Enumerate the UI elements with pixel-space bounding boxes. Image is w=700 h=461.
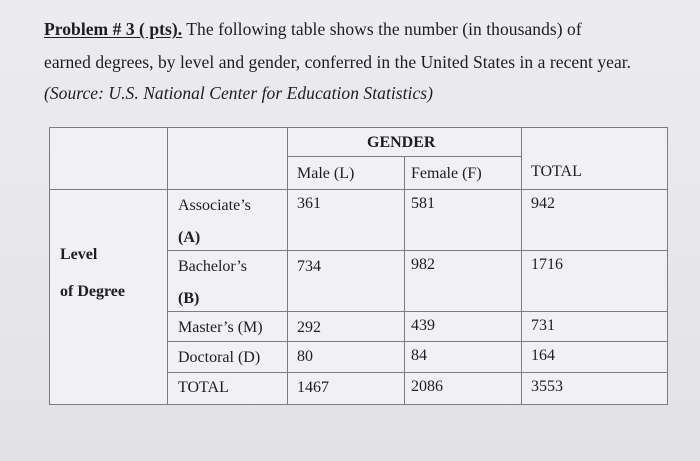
column-header-male: Male (L) bbox=[297, 165, 355, 182]
problem-line-2: earned degrees, by level and gender, conferred in the United States in a recent year. bbox=[44, 52, 632, 72]
cell-masters-female: 439 bbox=[411, 317, 435, 334]
problem-intro: The following table shows the number (in thousands) of bbox=[182, 19, 582, 39]
cell-bachelors-female: 982 bbox=[411, 256, 435, 273]
problem-label: Problem # 3 ( pts). bbox=[44, 19, 183, 39]
column-header-total: TOTAL bbox=[531, 163, 582, 180]
cell-bachelors-total: 1716 bbox=[531, 256, 563, 273]
row-label-doctoral: Doctoral (D) bbox=[178, 349, 261, 366]
cell-masters-total: 731 bbox=[531, 317, 555, 334]
cell-doctoral-male: 80 bbox=[297, 348, 313, 365]
cell-doctoral-total: 164 bbox=[531, 347, 555, 364]
row-group-of-degree: of Degree bbox=[60, 283, 125, 300]
row-group-level: Level bbox=[60, 246, 98, 263]
cell-associates-female: 581 bbox=[411, 195, 435, 212]
row-label-total: TOTAL bbox=[178, 379, 229, 396]
gender-header: GENDER bbox=[367, 134, 436, 151]
row-label-masters: Master’s (M) bbox=[178, 319, 263, 336]
row-label-associates-code: (A) bbox=[178, 229, 201, 246]
column-header-female: Female (F) bbox=[411, 165, 482, 182]
problem-line-1 bbox=[44, 19, 582, 40]
cell-masters-male: 292 bbox=[297, 319, 321, 336]
cell-total-total: 3553 bbox=[531, 378, 563, 395]
cell-doctoral-female: 84 bbox=[411, 347, 427, 364]
cell-total-female: 2086 bbox=[411, 378, 443, 395]
row-label-associates: Associate’s bbox=[178, 197, 251, 214]
cell-associates-total: 942 bbox=[531, 195, 555, 212]
problem-source: (Source: U.S. National Center for Education Statistics) bbox=[44, 83, 434, 103]
row-label-bachelors: Bachelor’s bbox=[178, 258, 248, 275]
cell-associates-male: 361 bbox=[297, 195, 321, 212]
cell-bachelors-male: 734 bbox=[297, 258, 321, 275]
cell-total-male: 1467 bbox=[297, 379, 329, 396]
row-label-bachelors-code: (B) bbox=[178, 290, 200, 307]
